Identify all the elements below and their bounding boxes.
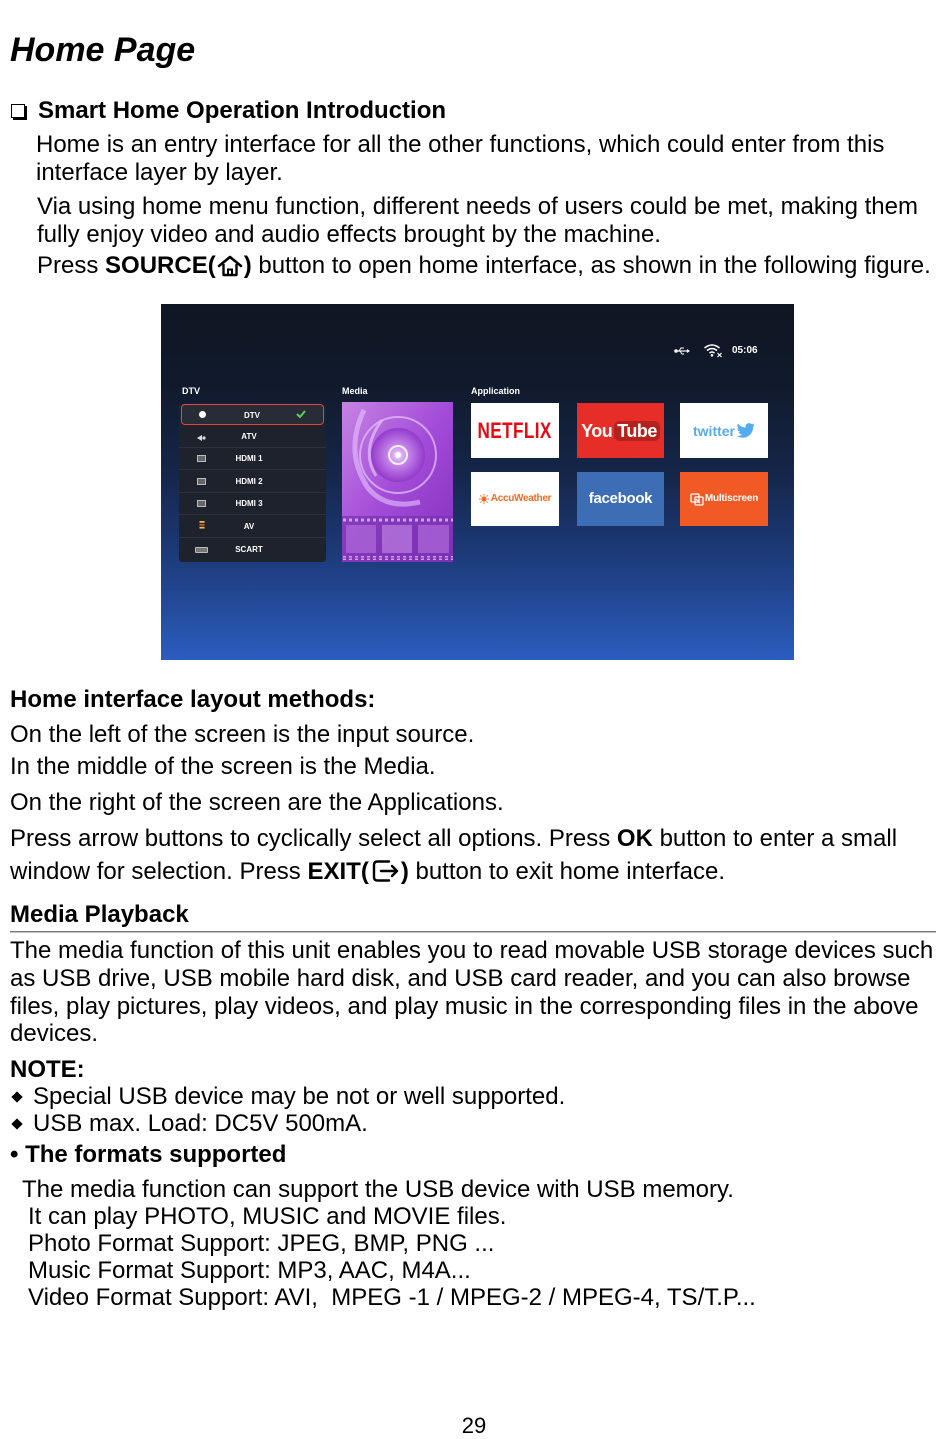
ok-instruction-suffix: button to enter a small xyxy=(652,825,898,852)
antenna-icon xyxy=(197,434,207,442)
intro-paragraph-1-line-2: interface layer by layer. xyxy=(36,159,283,186)
scart-icon xyxy=(195,547,208,553)
layout-methods-line-1: On the left of the screen is the input source. xyxy=(10,721,475,748)
media-section-label: Media xyxy=(342,386,368,396)
facebook-logo: facebook xyxy=(588,490,653,507)
netflix-logo: NETFLIX xyxy=(477,417,553,443)
source-item-label: HDMI 1 xyxy=(235,454,263,463)
source-instruction-prefix: Press xyxy=(37,252,106,279)
source-instruction xyxy=(37,252,931,280)
ok-instruction xyxy=(10,825,897,853)
exit-instruction xyxy=(10,858,725,886)
intro-paragraph-2-line-1: Via using home menu function, different needs of users could be met, making them xyxy=(37,193,918,220)
facebook-tile xyxy=(577,472,664,526)
application-section-label: Application xyxy=(471,386,520,396)
diamond-bullet-icon xyxy=(11,1118,22,1129)
music-format-line: Music Format Support: MP3, AAC, M4A... xyxy=(28,1257,471,1284)
source-item-label: AV xyxy=(243,522,255,531)
formats-line-2: It can play PHOTO, MUSIC and MOVIE files. xyxy=(28,1203,507,1230)
accuweather-logo: AccuWeather xyxy=(490,493,552,504)
layout-methods-line-2: In the middle of the screen is the Media. xyxy=(10,753,436,780)
accuweather-tile xyxy=(471,472,559,526)
note-label: NOTE: xyxy=(10,1056,85,1083)
multiscreen-icon xyxy=(690,493,704,506)
page-title: Home Page xyxy=(10,31,196,69)
film-frame xyxy=(418,525,449,553)
youtube-logo-you: You xyxy=(581,420,613,441)
check-icon xyxy=(296,410,306,418)
source-item-hdmi-1 xyxy=(179,448,326,470)
source-item-label: SCART xyxy=(235,545,263,554)
source-item-hdmi-3 xyxy=(179,493,326,515)
wifi-icon xyxy=(703,343,723,358)
source-item-label: HDMI 3 xyxy=(235,499,263,508)
twitter-logo: twitter xyxy=(693,422,735,439)
layout-methods-heading: Home interface layout methods: xyxy=(10,686,376,713)
media-playback-heading: Media Playback xyxy=(10,901,189,928)
diamond-bullet-icon xyxy=(11,1091,22,1102)
film-strip-holes-bottom xyxy=(342,556,453,560)
source-item-hdmi-2 xyxy=(179,471,326,493)
note-item-2: USB max. Load: DC5V 500mA. xyxy=(33,1110,368,1137)
av-icon xyxy=(197,521,207,529)
media-playback-line-1: The media function of this unit enables you to read movable USB storage devices such xyxy=(10,937,934,964)
multiscreen-logo: Multiscreen xyxy=(704,493,759,504)
exit-key-label: EXIT( xyxy=(307,858,369,885)
sun-icon xyxy=(479,494,489,504)
source-key-close: ) xyxy=(243,252,252,279)
photo-format-line: Photo Format Support: JPEG, BMP, PNG ... xyxy=(28,1230,495,1257)
intro-heading: Smart Home Operation Introduction xyxy=(38,97,447,124)
source-section-label: DTV xyxy=(182,386,200,396)
globe-icon xyxy=(199,411,206,418)
clock-time: 05:06 xyxy=(732,345,758,356)
intro-paragraph-1-line-1: Home is an entry interface for all the other functions, which could enter from this xyxy=(36,131,885,158)
ok-key-label: OK xyxy=(616,825,653,852)
checkbox-bullet-icon xyxy=(11,104,25,118)
video-format-line: Video Format Support: AVI, MPEG -1 / MPEG-2 / MPEG-4, TS/T.P... xyxy=(28,1284,756,1311)
source-item-av xyxy=(179,516,326,538)
intro-paragraph-2-line-2: fully enjoy video and audio effects brought by the machine. xyxy=(37,221,661,248)
film-frame xyxy=(382,525,412,553)
exit-key-close: ) xyxy=(400,858,409,885)
source-list xyxy=(179,404,326,562)
media-playback-line-2: as USB drive, USB mobile hard disk, and USB card reader, and you can also browse xyxy=(10,965,911,992)
exit-instruction-prefix: window for selection. Press xyxy=(10,858,308,885)
film-strip-holes-top xyxy=(342,518,453,522)
source-item-label: DTV xyxy=(244,411,260,420)
exit-icon xyxy=(371,858,401,884)
source-item-label: ATV xyxy=(241,432,257,441)
section-divider xyxy=(10,931,936,933)
netflix-tile xyxy=(471,403,559,458)
page-number: 29 xyxy=(461,1413,487,1438)
source-key-label: SOURCE( xyxy=(105,252,216,279)
hdmi-icon xyxy=(197,455,206,462)
hdmi-icon xyxy=(197,478,206,485)
ok-instruction-prefix: Press arrow buttons to cyclically select all options. Press xyxy=(10,825,617,852)
multiscreen-tile xyxy=(680,472,768,526)
source-instruction-suffix: button to open home interface, as shown in the following figure. xyxy=(251,252,931,279)
twitter-bird-icon xyxy=(737,423,755,438)
media-playback-line-3: files, play pictures, play videos, and play music in the corresponding files in the above xyxy=(10,993,919,1020)
source-item-label: HDMI 2 xyxy=(235,477,263,486)
media-tile xyxy=(342,402,453,562)
source-item-atv xyxy=(179,426,326,448)
layout-methods-line-3: On the right of the screen are the Applications. xyxy=(10,789,504,816)
youtube-tile xyxy=(577,403,664,458)
usb-icon xyxy=(674,346,691,356)
formats-heading: • The formats supported xyxy=(10,1141,287,1168)
source-item-scart xyxy=(179,539,326,561)
media-disc-center xyxy=(395,452,401,458)
home-screen-figure xyxy=(161,304,794,660)
source-item-dtv xyxy=(181,404,324,425)
note-item-1: Special USB device may be not or well supported. xyxy=(33,1083,566,1110)
exit-instruction-suffix: button to exit home interface. xyxy=(408,858,725,885)
youtube-logo-tube: Tube xyxy=(614,421,660,441)
hdmi-icon xyxy=(197,500,206,507)
home-icon xyxy=(216,254,244,278)
media-playback-line-4: devices. xyxy=(10,1020,99,1047)
twitter-tile xyxy=(680,403,768,458)
film-frame xyxy=(346,525,376,553)
formats-line-1: The media function can support the USB device with USB memory. xyxy=(22,1176,734,1203)
